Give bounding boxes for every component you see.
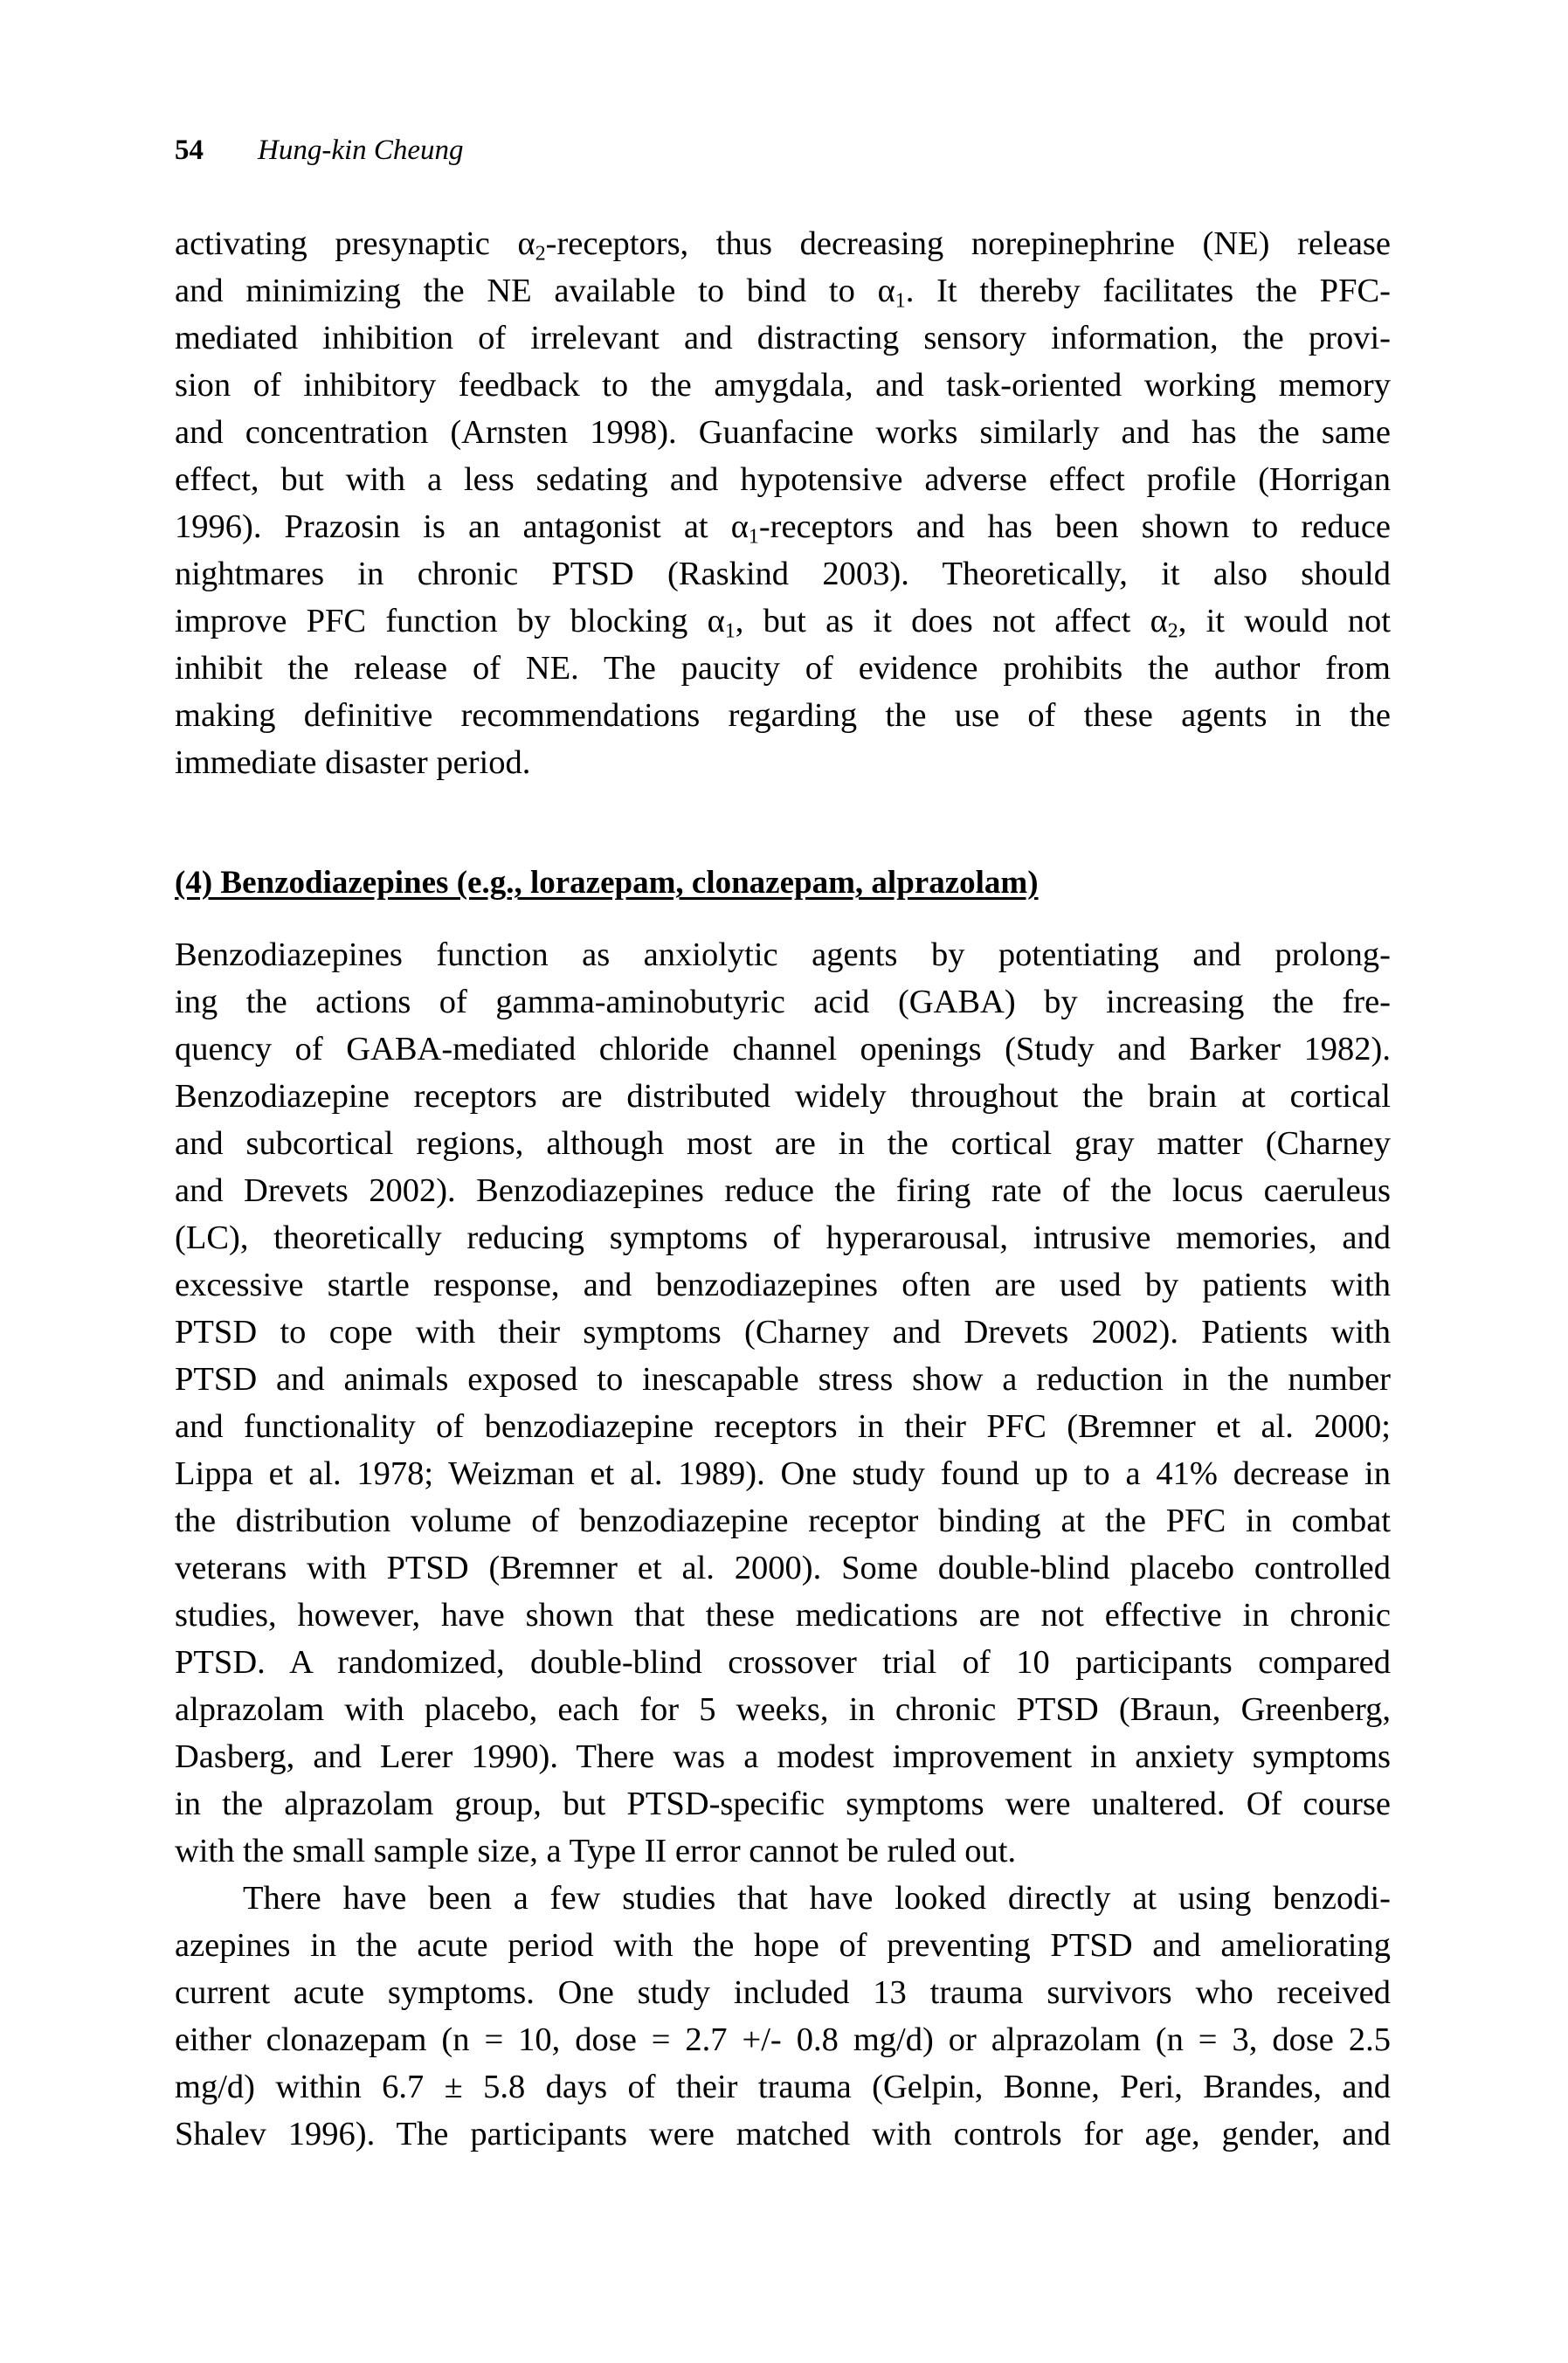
text-line: sion of inhibitory feedback to the amygdala, and task-oriented working memory [175, 367, 1391, 404]
text-line: and Drevets 2002). Benzodiazepines reduce the firing rate of the locus caeruleus [175, 1172, 1391, 1209]
text-line: Dasberg, and Lerer 1990). There was a modest improvement in anxiety symptoms [175, 1738, 1391, 1775]
text-line: in the alprazolam group, but PTSD-specific symptoms were unaltered. Of course [175, 1786, 1391, 1822]
text-line: quency of GABA-mediated chloride channel openings (Study and Barker 1982). [175, 1031, 1391, 1067]
text-line: effect, but with a less sedating and hypotensive adverse effect profile (Horrigan [175, 461, 1391, 498]
text-line: PTSD and animals exposed to inescapable stress show a reduction in the number [175, 1361, 1391, 1398]
subscript: 1 [895, 289, 906, 313]
text-line: and concentration (Arnsten 1998). Guanfacine works similarly and has the same [175, 414, 1391, 451]
page-number: 54 [175, 135, 204, 166]
text-line: making definitive recommendations regarding the use of these agents in the [175, 697, 1391, 734]
text-line: and minimizing the NE available to bind to $\alpha_1$. It thereby facilitates the PFC- [175, 273, 1391, 313]
text-line: ing the actions of gamma-aminobutyric acid (GABA) by increasing the fre- [175, 984, 1391, 1020]
text-line: There have been a few studies that have looked directly at using benzodi- [243, 1880, 1391, 1917]
text-line: Lippa et al. 1978; Weizman et al. 1989). One study found up to a 41% decrease in [175, 1455, 1391, 1492]
subscript: 1 [748, 525, 759, 549]
text-line: mediated inhibition of irrelevant and distracting sensory information, the provi- [175, 320, 1391, 356]
running-head [175, 133, 464, 168]
text-line: with the small sample size, a Type II error cannot be ruled out. [175, 1833, 1017, 1869]
text-line: activating presynaptic $\alpha_2$-receptors, thus decreasing norepinephrine (NE) release [175, 225, 1391, 266]
text-line: immediate disaster period. [175, 744, 531, 781]
text-line: veterans with PTSD (Bremner et al. 2000). Some double-blind placebo controlled [175, 1550, 1391, 1586]
text-line: Benzodiazepines function as anxiolytic agents by potentiating and prolong- [175, 936, 1391, 973]
text-line: the distribution volume of benzodiazepine receptor binding at the PFC in combat [175, 1503, 1391, 1539]
text-line: inhibit the release of NE. The paucity of evidence prohibits the author from [175, 650, 1391, 687]
text-line: alprazolam with placebo, each for 5 weeks, in chronic PTSD (Braun, Greenberg, [175, 1691, 1391, 1728]
text-line: either clonazepam (n = 10, dose = 2.7 +/- 0.8 mg/d) or alprazolam (n = 3, dose 2.5 [175, 2021, 1391, 2058]
section-heading: (4) Benzodiazepines (e.g., lorazepam, clonazepam, alprazolam) [175, 865, 1039, 901]
text-line: azepines in the acute period with the hope of preventing PTSD and ameliorating [175, 1927, 1391, 1964]
text-line: PTSD. A randomized, double-blind crossover trial of 10 participants compared [175, 1644, 1391, 1681]
text-line: Benzodiazepine receptors are distributed widely throughout the brain at cortical [175, 1078, 1391, 1115]
text-line: PTSD to cope with their symptoms (Charney and Drevets 2002). Patients with [175, 1314, 1391, 1351]
text-line: excessive startle response, and benzodiazepines often are used by patients with [175, 1267, 1391, 1303]
text-line: mg/d) within 6.7 ± 5.8 days of their trauma (Gelpin, Bonne, Peri, Brandes, and [175, 2069, 1391, 2105]
text-line: studies, however, have shown that these medications are not effective in chronic [175, 1597, 1391, 1634]
text-line: Shalev 1996). The participants were matched with controls for age, gender, and [175, 2116, 1391, 2152]
text-line: (LC), theoretically reducing symptoms of hyperarousal, intrusive memories, and [175, 1220, 1391, 1256]
subscript: 2 [1167, 619, 1178, 643]
subscript: 1 [724, 619, 736, 643]
text-line: and functionality of benzodiazepine receptors in their PFC (Bremner et al. 2000; [175, 1408, 1391, 1445]
running-head-author: Hung-kin Cheung [258, 135, 464, 166]
text-line: improve PFC function by blocking $\alpha_1$, but as it does not affect $\alpha_2$, it would not [175, 603, 1391, 643]
subscript: 2 [535, 242, 546, 266]
text-line: current acute symptoms. One study included 13 trauma survivors who received [175, 1974, 1391, 2011]
text-line: nightmares in chronic PTSD (Raskind 2003). Theoretically, it also should [175, 556, 1391, 592]
text-line: and subcortical regions, although most are in the cortical gray matter (Charney [175, 1125, 1391, 1162]
text-line: 1996). Prazosin is an antagonist at $\alpha_1$-receptors and has been shown to reduce [175, 508, 1391, 549]
